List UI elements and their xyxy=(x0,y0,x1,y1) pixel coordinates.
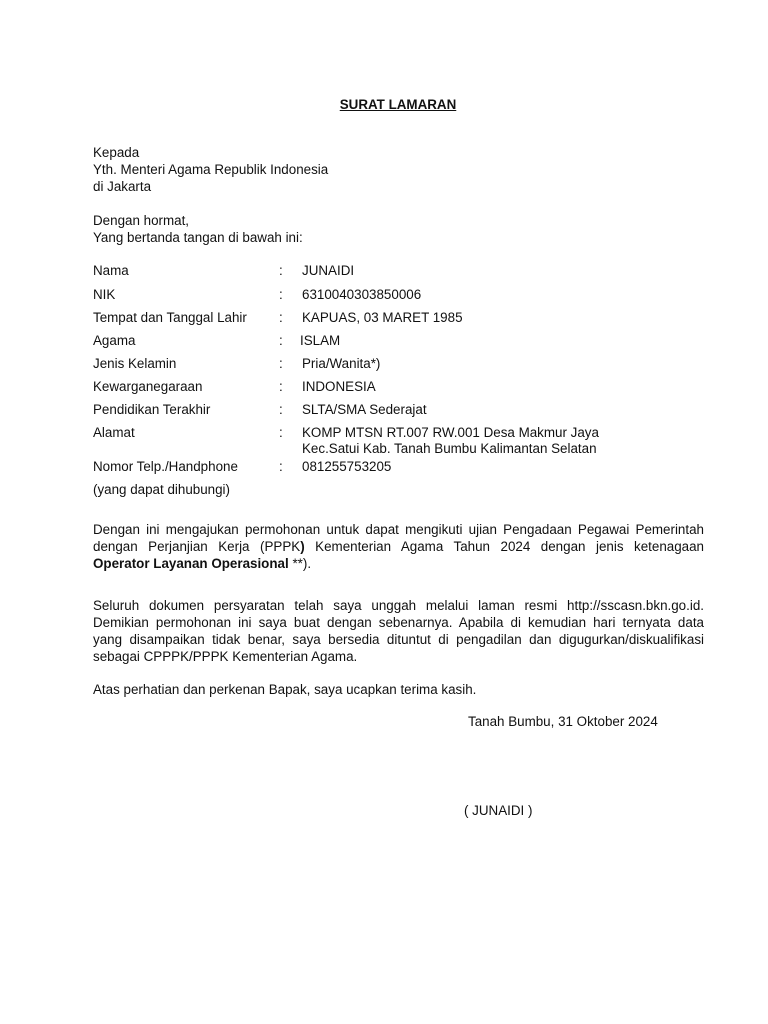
field-value: Pria/Wanita*) xyxy=(302,356,381,371)
letter-title: SURAT LAMARAN xyxy=(339,97,457,112)
paragraph-line xyxy=(93,555,704,572)
field-label: Jenis Kelamin xyxy=(93,356,177,371)
field-label: Kewarganegaraan xyxy=(93,379,203,394)
field-value-line-2: Kec.Satui Kab. Tanah Bumbu Kalimantan Selatan xyxy=(302,441,597,456)
field-label: Nama xyxy=(93,263,129,278)
paragraph-application xyxy=(93,521,704,572)
paragraph-text: Kementerian Agama Tahun 2024 dengan jenis ketenagaan xyxy=(304,539,705,554)
paragraph-text-bold: ) xyxy=(300,539,305,554)
field-value: 081255753205 xyxy=(302,459,392,474)
field-value: JUNAIDI xyxy=(302,263,355,278)
paragraph-line: yang disampaikan tidak benar, saya bersedia dituntut di pengadilan dan digugurkan/diskualifikasi xyxy=(93,632,704,647)
field-colon: : xyxy=(279,459,283,474)
field-value: 6310040303850006 xyxy=(302,287,422,302)
field-colon: : xyxy=(279,379,283,394)
field-label: Tempat dan Tanggal Lahir xyxy=(93,310,247,325)
field-colon: : xyxy=(279,310,283,325)
field-value: SLTA/SMA Sederajat xyxy=(302,402,427,417)
paragraph-text: dengan Perjanjian Kerja (PPPK xyxy=(93,539,301,554)
paragraph-line xyxy=(93,538,704,555)
recipient-line-2: Yth. Menteri Agama Republik Indonesia xyxy=(93,162,329,177)
paragraph-line: sebagai CPPPK/PPPK Kementerian Agama. xyxy=(93,649,358,664)
paragraph-line: Seluruh dokumen persyaratan telah saya unggah melalui laman resmi http://sscasn.bkn.go.id. xyxy=(93,598,704,613)
closing-sentence: Atas perhatian dan perkenan Bapak, saya ucapkan terima kasih. xyxy=(93,682,477,697)
paragraph-line: Dengan ini mengajukan permohonan untuk dapat mengikuti ujian Pengadaan Pegawai Pemerintah xyxy=(93,522,704,537)
field-value: KAPUAS, 03 MARET 1985 xyxy=(302,310,463,325)
position-name: Operator Layanan Operasional xyxy=(93,556,289,571)
paragraph-statement xyxy=(93,597,704,665)
field-value: ISLAM xyxy=(300,333,341,348)
recipient-line-1: Kepada xyxy=(93,145,140,160)
field-label: Nomor Telp./Handphone xyxy=(93,459,238,474)
signature-place-date: Tanah Bumbu, 31 Oktober 2024 xyxy=(468,714,658,729)
field-value-line-1: KOMP MTSN RT.007 RW.001 Desa Makmur Jaya xyxy=(302,425,599,440)
greeting-line-1: Dengan hormat, xyxy=(93,213,190,228)
field-colon: : xyxy=(279,333,283,348)
paragraph-line: Demikian permohonan ini saya buat dengan sebenarnya. Apabila di kemudian hari ternyata data xyxy=(93,615,704,630)
field-colon: : xyxy=(279,425,283,440)
field-colon: : xyxy=(279,287,283,302)
signature-name: ( JUNAIDI ) xyxy=(464,803,533,818)
recipient-line-3: di Jakarta xyxy=(93,179,152,194)
field-colon: : xyxy=(279,356,283,371)
field-label-note: (yang dapat dihubungi) xyxy=(93,482,230,497)
field-label: NIK xyxy=(93,287,116,302)
field-colon: : xyxy=(279,402,283,417)
paragraph-text: **). xyxy=(288,556,312,571)
greeting-line-2: Yang bertanda tangan di bawah ini: xyxy=(93,230,303,245)
field-colon: : xyxy=(279,263,283,278)
field-value: INDONESIA xyxy=(302,379,376,394)
field-label: Agama xyxy=(93,333,136,348)
field-label: Alamat xyxy=(93,425,135,440)
field-label: Pendidikan Terakhir xyxy=(93,402,211,417)
